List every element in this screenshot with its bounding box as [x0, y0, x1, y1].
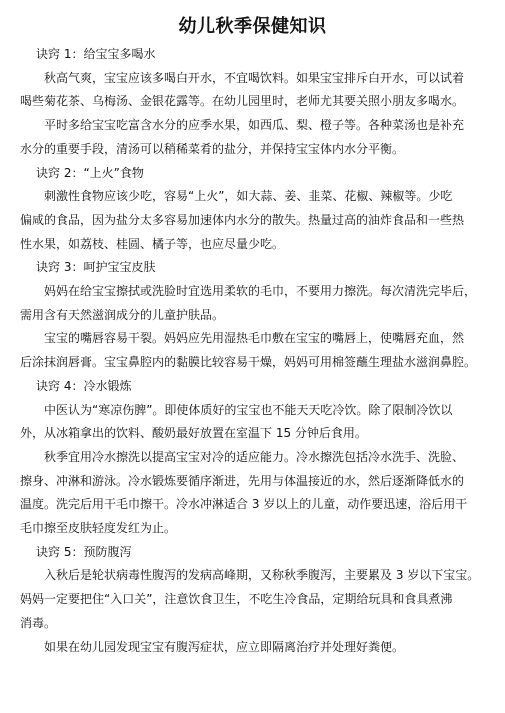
paragraph-line: 秋高气爽，宝宝应该多喝白开水，不宜喝饮料。如果宝宝排斥白开水，可以试着	[44, 70, 465, 85]
paragraph-line: 后涂抹润唇膏。宝宝鼻腔内的黏膜比较容易干燥，妈妈可用棉签蘸生理盐水滋润鼻腔。	[20, 355, 477, 370]
paragraph-line: 宝宝的嘴唇容易干裂。妈妈应先用湿热毛巾敷在宝宝的嘴唇上，使嘴唇充血，然	[44, 331, 465, 346]
paragraph-line: 如果在幼儿园发现宝宝有腹泻症状，应立即隔离治疗并处理好粪便。	[44, 639, 405, 654]
paragraph-line: 刺激性食物应该少吃，容易“上火”，如大蒜、姜、韭菜、花椒、辣椒等。少吃	[44, 189, 453, 204]
paragraph-line: 水分的重要手段，清汤可以稍稀菜肴的盐分，并保持宝宝体内水分平衡。	[20, 141, 405, 156]
paragraph-line: 妈妈在给宝宝擦拭或洗脸时宜选用柔软的毛巾，不要用力擦洗。每次清洗完毕后，	[44, 284, 477, 299]
section-heading-2: 诀窍 2：“上火”食物	[36, 165, 144, 180]
paragraph-line: 喝些菊花茶、乌梅汤、金银花露等。在幼儿园里时，老师尤其要关照小朋友多喝水。	[20, 94, 465, 109]
section-heading-5: 诀窍 5：预防腹泻	[36, 544, 132, 559]
paragraph-line: 秋季宜用冷水擦洗以提高宝宝对冷的适应能力。冷水擦洗包括冷水洗手、洗脸、	[44, 449, 465, 464]
paragraph-line: 妈妈一定要把住“入口关”，注意饮食卫生，不吃生冷食品，定期给玩具和食具煮沸	[20, 592, 453, 607]
section-heading-1: 诀窍 1：给宝宝多喝水	[36, 47, 156, 61]
paragraph-line: 需用含有天然滋润成分的儿童护肤品。	[20, 307, 225, 322]
paragraph-line: 外，从冰箱拿出的饮料、酸奶最好放置在室温下 15 分钟后食用。	[20, 426, 367, 441]
paragraph-line: 中医认为“寒凉伤脾”。即使体质好的宝宝也不能天天吃冷饮。除了限制冷饮以	[44, 402, 453, 417]
paragraph-line: 偏咸的食品，因为盐分太多容易加速体内水分的散失。热量过高的油炸食品和一些热	[20, 212, 465, 227]
section-heading-4: 诀窍 4：冷水锻炼	[36, 378, 132, 393]
paragraph-line: 平时多给宝宝吃富含水分的应季水果，如西瓜、梨、橙子等。各种菜汤也是补充	[44, 118, 465, 133]
paragraph-line: 擦身、冲淋和游泳。冷水锻炼要循序渐进，先用与体温接近的水，然后逐渐降低水的	[20, 473, 465, 488]
paragraph-line: 温度。洗完后用干毛巾擦干。冷水冲淋适合 3 岁以上的儿童，动作要迅速，浴后用干	[20, 497, 468, 512]
paragraph-line: 性水果，如荔枝、桂圆、橘子等，也应尽量少吃。	[20, 236, 285, 251]
paragraph-line: 毛巾擦至皮肤轻度发红为止。	[20, 521, 177, 536]
document-title: 幼儿秋季保健知识	[178, 16, 327, 37]
paragraph-line: 消毒。	[20, 615, 57, 630]
section-heading-3: 诀窍 3：呵护宝宝皮肤	[36, 260, 156, 275]
paragraph-line: 入秋后是轮状病毒性腹泻的发病高峰期，又称秋季腹泻，主要累及 3 岁以下宝宝。	[44, 568, 480, 583]
